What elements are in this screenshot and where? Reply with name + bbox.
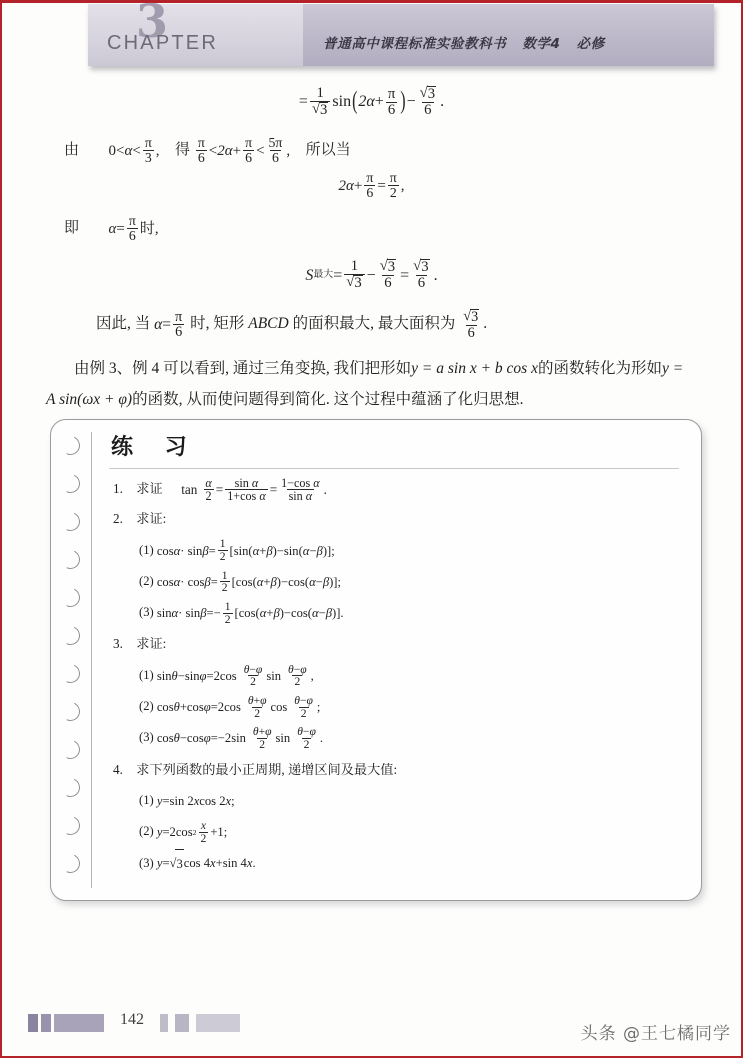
remark-part1: 由例 3、例 4 可以看到, 通过三角变换, 我们把形如: [74, 360, 412, 378]
chapter-word-label: CHAPTER: [107, 32, 218, 54]
subitem-label: (1): [139, 542, 154, 557]
solution-body: [0, 78, 743, 415]
exercise-card: [50, 419, 702, 901]
card-margin-rule: [91, 432, 92, 888]
smax-symbol: S: [305, 266, 314, 284]
exercise-subitem: [113, 849, 688, 879]
given-tail-label: 所以当: [305, 142, 351, 158]
footer-decor-block: [175, 1014, 189, 1032]
exercise-subitem: [113, 661, 688, 690]
binding-ring: [58, 623, 82, 647]
conclusion-suffix: 的面积最大, 最大面积为: [292, 315, 456, 333]
subitem-label: (2): [139, 573, 154, 588]
exercise-title: 练 习: [111, 435, 199, 460]
conclusion-mid: 时, 矩形: [190, 315, 245, 333]
footer-decor-block: [28, 1014, 38, 1032]
given-label: 由: [64, 142, 80, 158]
book-title: 普通高中课程标准实验教科书: [323, 36, 507, 52]
binding-ring: [58, 471, 82, 495]
equation-derived: 2α + $\frac{\pi}{6}$ = $\frac{\pi}{2}$ ,: [338, 170, 405, 201]
subitem-label: (2): [139, 699, 154, 714]
exercise-prompt: 求下列函数的最小正周期, 递增区间及最大值:: [136, 761, 398, 777]
subitem-formula: cos α · cos β = $\frac{1}{2}$ [cos( α + β )−cos( α − β )];: [156, 568, 341, 595]
book-title-line: [323, 32, 605, 52]
subitem-label: (1): [139, 792, 154, 807]
binding-ring: [58, 737, 82, 761]
conclusion-rect-name: ABCD: [248, 315, 289, 333]
exercise-number: 4.: [113, 761, 123, 777]
conclusion-prefix: 因此, 当: [96, 315, 151, 333]
subitem-label: (3): [139, 605, 154, 620]
chapter-number: 3: [136, 0, 168, 48]
exercise-item: [113, 631, 688, 657]
then-line: 即 α = $\frac{\pi}{6}$ 时,: [64, 213, 159, 244]
footer-decor-block: [54, 1014, 104, 1032]
exercise-subitem: [113, 786, 688, 815]
subitem-formula: sin θ −sin φ =2cos $\frac{\theta-\varphi}{2}$ sin $\frac{\theta-\varphi}{2}$ ,: [156, 662, 314, 689]
binding-ring: [58, 813, 82, 837]
given-get-label: 得: [175, 142, 191, 158]
subitem-formula: sin α · sin β =− $\frac{1}{2}$ [cos( α + β )−cos( α − β )].: [156, 599, 344, 626]
exercise-prompt: 求证:: [136, 511, 167, 527]
remark-part3: 形如: [630, 360, 662, 378]
binding-ring: [58, 775, 82, 799]
book-subject: 数学4: [522, 36, 561, 52]
exercise-item: [113, 476, 688, 503]
remark-paragraph: [0, 354, 743, 414]
exercise-subitem: [113, 598, 688, 627]
binding-ring: [58, 851, 82, 875]
chapter-header-bar: [88, 0, 714, 66]
subitem-formula: cos α · sin β = $\frac{1}{2}$ [sin( α + β )−sin( α − β )];: [156, 537, 335, 564]
equation-smax: S 最大 = 1 √ 3 − √ 3 6 = √ 3 6 .: [305, 258, 438, 292]
exercise-number: 3.: [113, 636, 123, 652]
subitem-formula: y =sin 2 x cos 2 x ;: [156, 793, 235, 808]
given-condition-line: 由 0< α < $\frac{\pi}{3}$ , 得 $\frac{\pi}{6}$ < 2α + $\frac{\pi}{6}$ < $\frac{5\pi}{6}$ , 所以当: [64, 135, 351, 166]
binding-ring: [58, 699, 82, 723]
then-label: 即: [64, 220, 80, 237]
book-type: 必修: [576, 36, 605, 52]
subitem-formula: y =2cos 2 $\frac{x}{2}$ +1;: [156, 819, 228, 845]
exercise-title-rule: [109, 468, 679, 469]
exercise-prompt: 求证: [136, 481, 163, 496]
exercise-subitem: [113, 692, 688, 721]
remark-part4: 的函数, 从而使问题得到简化. 这个过程中蕴涵了化归思想.: [132, 390, 524, 408]
exercise-item: [113, 757, 688, 783]
subitem-formula: cos θ +cos φ =2cos $\frac{\theta+\varphi}{2}$ cos $\frac{\theta-\varphi}{2}$ ;: [156, 693, 321, 720]
subitem-label: (3): [139, 855, 154, 870]
exercise-list: [113, 476, 688, 880]
subitem-label: (2): [139, 824, 154, 839]
watermark-text: 头条 @王七橘同学: [580, 1024, 731, 1044]
exercise-subitem: [113, 723, 688, 752]
remark-part2: 的函数转化为: [537, 360, 631, 378]
exercise-subitem: [113, 567, 688, 596]
exercise-prompt: 求证:: [136, 636, 167, 652]
exercise-subitem: [113, 817, 688, 846]
binding-ring: [58, 585, 82, 609]
exercise-subitem: [113, 536, 688, 565]
footer-decor-block: [196, 1014, 240, 1032]
footer-decor-block: [160, 1014, 168, 1032]
subitem-formula: cos θ −cos φ =−2sin $\frac{\theta+\varphi}{2}$ sin $\frac{\theta-\varphi}{2}$ .: [156, 725, 323, 751]
exercise-number: 2.: [113, 511, 123, 527]
equation-result: = 1 √ 3 sin ( 2α + $\frac{\pi}{6}$ ) − √ 3 6 .: [298, 85, 445, 118]
subitem-label: (3): [139, 730, 154, 745]
subitem-formula: y = √ 3 cos 4 x +sin 4 x .: [157, 849, 256, 878]
binding-ring: [58, 661, 82, 685]
exercise-number: 1.: [113, 481, 123, 496]
chapter-header-left-panel: [88, 0, 303, 66]
binding-ring: [58, 509, 82, 533]
exercise-item: [113, 506, 688, 532]
conclusion-line: 因此, 当 α = $\frac{\pi}{6}$ 时, 矩形 ABCD 的面积最大, 最大面积为 √ 3 6 .: [96, 308, 488, 341]
binding-ring: [58, 547, 82, 571]
page-number: 142: [120, 1011, 144, 1028]
subitem-label: (1): [139, 667, 154, 682]
exercise-formula: tan $\frac{\alpha}{2}$ = $\frac{\text{sin α}}{\text{1+cos α}}$ = $\frac{\text{1−cos α}}{\text{sin α}}$ .: [181, 476, 327, 504]
page-border-top: [0, 0, 743, 3]
remark-formula-1: y = a sin x + b cos x: [411, 360, 538, 378]
remark-formula-2: y = A sin(ωx + φ): [46, 360, 684, 408]
smax-subscript: 最大: [313, 269, 334, 281]
footer-decor-block: [41, 1014, 51, 1032]
binding-ring: [58, 433, 82, 457]
spiral-binding-rings: [57, 436, 91, 888]
